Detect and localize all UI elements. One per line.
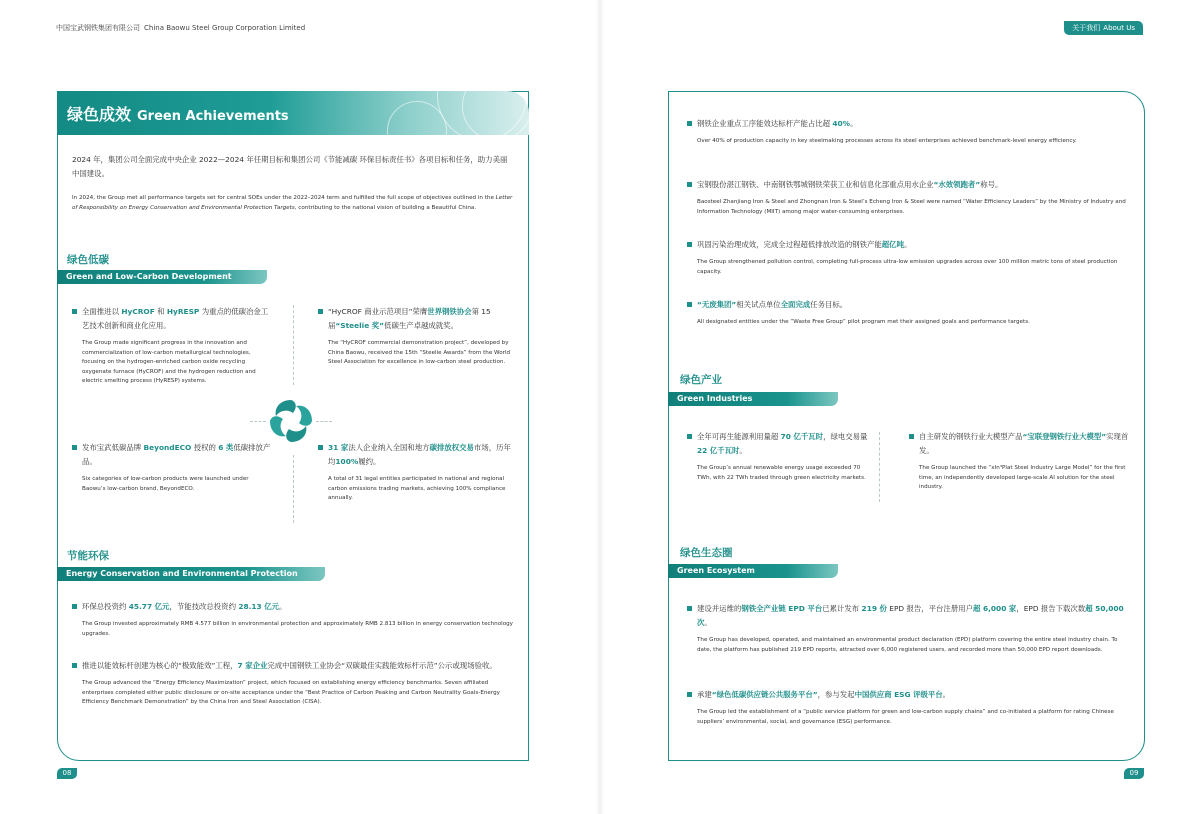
section-tab-en: About Us xyxy=(1103,24,1135,32)
highlight: HyRESP xyxy=(166,307,200,316)
running-title xyxy=(56,23,305,33)
item-heading xyxy=(919,430,1131,458)
list-item xyxy=(72,600,514,639)
highlight: 世界钢铁协会 xyxy=(427,307,472,316)
text: 。 xyxy=(850,119,858,128)
highlight: “绿色低碳供应链公共服务平台” xyxy=(711,690,818,699)
divider xyxy=(250,421,266,422)
text: 实现首发。 xyxy=(919,432,1129,455)
list-item xyxy=(687,688,1129,727)
text: 履约。 xyxy=(358,457,381,466)
list-item xyxy=(318,441,518,504)
text: 完成中国钢铁工业协会“双碳最佳实践能效标杆示范”公示或现场验收。 xyxy=(267,661,497,670)
list-item xyxy=(318,305,518,368)
square-bullet-icon xyxy=(687,692,692,697)
intro-en-text: In 2024, the Group met all performance targets set for central SOEs under the 2022–2024 term and fulfilled the full scope of objectives outlined in the xyxy=(72,195,496,201)
item-heading xyxy=(82,441,272,469)
section-heading-ecosystem-cn: 绿色生态圈 xyxy=(680,547,733,559)
highlight: 70 亿千瓦时 xyxy=(780,432,824,441)
list-item xyxy=(687,117,1129,147)
divider xyxy=(293,455,294,523)
highlight: 超 50,000 次 xyxy=(697,604,1124,627)
list-item xyxy=(687,430,872,483)
text: 。 xyxy=(942,690,951,699)
text: 承建 xyxy=(697,690,712,699)
highlight: 31 家 xyxy=(328,443,349,452)
section-heading-industries-cn: 绿色产业 xyxy=(680,374,722,386)
section-tab-cn: 关于我们 xyxy=(1072,24,1101,32)
text: “HyCROF 商业示范项目”荣膺 xyxy=(328,307,428,316)
square-bullet-icon xyxy=(72,604,77,609)
divider xyxy=(293,305,294,385)
item-body: The Group strengthened pollution control, completing full-process ultra-low emission upgrades across over 100 million metric tons of steel production capacity. xyxy=(697,259,1118,275)
item-heading xyxy=(328,305,518,333)
text: 。 xyxy=(739,446,747,455)
highlight: 28.13 亿元 xyxy=(238,602,280,611)
banner-decoration xyxy=(462,91,529,135)
highlight: “宝联登钢铁行业大模型” xyxy=(1022,432,1107,441)
section-tab xyxy=(1064,21,1143,35)
page-gutter xyxy=(596,0,604,814)
text: 任务目标。 xyxy=(810,300,848,309)
text: 为重点的低碳冶金工艺技术创新和商业化应用。 xyxy=(82,307,269,330)
text: 建设并运维的 xyxy=(697,604,742,613)
item-heading xyxy=(697,178,1129,192)
square-bullet-icon xyxy=(687,606,692,611)
highlight: 22 亿千瓦时 xyxy=(697,446,740,455)
list-item xyxy=(687,602,1129,655)
text: 环保总投资约 xyxy=(82,602,129,611)
section-heading-low-carbon-cn: 绿色低碳 xyxy=(67,254,109,266)
item-body: The Group launched the “xIn³Plat Steel Industry Large Model” for the first time, an independently developed large-scale AI solution for the steel industry. xyxy=(919,465,1126,490)
text: 钢铁企业重点工序能效达标杆产能占比超 xyxy=(697,119,833,128)
highlight: 中国供应商 ESG 评级平台 xyxy=(854,690,943,699)
page-number: 09 xyxy=(1124,768,1144,779)
list-item xyxy=(72,441,272,494)
item-body: The Group led the establishment of a “public service platform for green and low-carbon supply chains” and co-initiated a platform for rating Chinese suppliers’ environmental, social, and governance (ESG) performance. xyxy=(697,709,1114,725)
highlight: 碳排放权交易 xyxy=(429,443,474,452)
item-body: Over 40% of production capacity in key steelmaking processes across its steel enterprises achieved benchmark-level energy efficiency. xyxy=(697,138,1077,144)
highlight: 超亿吨 xyxy=(881,240,904,249)
list-item xyxy=(909,430,1131,493)
intro-en-text: , contributing to the national vision of building a Beautiful China. xyxy=(294,205,477,211)
item-heading xyxy=(697,602,1129,630)
divider xyxy=(879,432,880,502)
item-body: Baosteel Zhanjiang Iron & Steel and Zhongnan Iron & Steel’s Echeng Iron & Steel were named “Water Efficiency Leaders” by the Ministry of Industry and Information Technology (MIIT) among major water-consuming enterprises. xyxy=(697,199,1126,215)
section-heading-ecosystem-en: Green Ecosystem xyxy=(668,564,838,578)
square-bullet-icon xyxy=(72,663,77,668)
highlight: 7 家企业 xyxy=(237,661,268,670)
section-heading-low-carbon-en: Green and Low-Carbon Development xyxy=(57,270,267,284)
page-title xyxy=(67,102,289,125)
list-item xyxy=(72,305,272,387)
text: 自主研发的钢铁行业大模型产品 xyxy=(919,432,1023,441)
square-bullet-icon xyxy=(687,121,692,126)
item-body: The Group’s annual renewable energy usage exceeded 70 TWh, with 22 TWh traded through green electricity markets. xyxy=(697,465,866,481)
text: 低碳生产卓越成就奖。 xyxy=(384,321,458,330)
text: EPD 报告，平台注册用户 xyxy=(886,604,973,613)
text: 相关试点单位 xyxy=(736,300,781,309)
square-bullet-icon xyxy=(687,434,692,439)
section-heading-energy-en: Energy Conservation and Environmental Protection xyxy=(57,567,325,581)
item-body: The Group invested approximately RMB 4.577 billion in environmental protection and approximately RMB 2.813 billion in energy conservation technology upgrades. xyxy=(82,621,513,637)
item-heading xyxy=(697,430,872,458)
highlight: 45.77 亿元 xyxy=(128,602,170,611)
text: 已累计发布 xyxy=(822,604,862,613)
section-heading-industries-en: Green Industries xyxy=(668,392,838,406)
item-body: Six categories of low-carbon products were launched under Baowu’s low-carbon brand, BeyondECO. xyxy=(82,476,249,492)
square-bullet-icon xyxy=(909,434,914,439)
square-bullet-icon xyxy=(72,309,77,314)
square-bullet-icon xyxy=(318,309,323,314)
divider xyxy=(316,421,332,422)
highlight: “水效领跑者” xyxy=(933,180,981,189)
highlight: 6 类 xyxy=(218,443,234,452)
list-item xyxy=(687,238,1129,277)
list-item xyxy=(687,178,1129,217)
swirl-logo-icon xyxy=(266,396,316,446)
item-heading xyxy=(697,298,1129,312)
item-heading xyxy=(82,600,514,614)
text: 巩固污染治理成效，完成全过程超低排放改造的钢铁产能 xyxy=(697,240,882,249)
item-body: The “HyCROF commercial demonstration project”, developed by China Baowu, received the 15th “Steelie Awards” from the World Steel Association for excellence in low-carbon steel production. xyxy=(328,340,511,365)
item-heading xyxy=(697,117,1129,131)
text: 和 xyxy=(154,307,167,316)
square-bullet-icon xyxy=(318,445,323,450)
item-body: The Group has developed, operated, and maintained an environmental product declaration (EPD) platform covering the entire steel industry chain. To date, the platform has published 219 EPD reports, attracted over 6,000 registered users, and recorded more than 50,000 EPD report downloads. xyxy=(697,637,1118,653)
section-heading-energy-cn: 节能环保 xyxy=(67,550,109,562)
text: 授权的 xyxy=(191,443,219,452)
page-number: 08 xyxy=(57,768,77,779)
item-heading xyxy=(697,238,1129,252)
text: 第 15 届 xyxy=(328,307,491,330)
highlight: HyCROF xyxy=(121,307,155,316)
text: 低碳排放产品。 xyxy=(82,443,271,466)
item-heading xyxy=(697,688,1129,702)
company-name-en: China Baowu Steel Group Corporation Limited xyxy=(144,24,306,32)
highlight: 钢铁全产业链 EPD 平台 xyxy=(741,604,823,613)
item-heading xyxy=(82,659,514,673)
item-body: The Group advanced the “Energy Efficiency Maximization” project, which focused on establishing energy efficiency benchmarks. Seven affiliated enterprises completed either public disclosure or on-site acceptance under the “Best Practice of Carbon Peaking and Carbon Neutrality Goals-Energy Efficiency Benchmark Demonstration” by the China Iron and Steel Association (CISA). xyxy=(82,680,500,705)
text: 宝钢股份湛江钢铁、中南钢铁鄂城钢铁荣获工业和信息化部重点用水企业 xyxy=(697,180,934,189)
intro-cn: 2024 年，集团公司全面完成中央企业 2022—2024 年任期目标和集团公司《节能减碳 环保目标责任书》各项目标和任务，助力美丽中国建设。 xyxy=(72,155,508,178)
item-body: A total of 31 legal entities participated in national and regional carbon emissions trading markets, achieving 100% compliance annually. xyxy=(328,476,506,501)
square-bullet-icon xyxy=(687,182,692,187)
text: 称号。 xyxy=(980,180,1003,189)
item-body: All designated entities under the “Waste Free Group” pilot program met their assigned goals and performance targets. xyxy=(697,319,1030,325)
text: ，绿电交易量 xyxy=(823,432,868,441)
text: 。 xyxy=(903,240,912,249)
highlight: 全面完成 xyxy=(780,300,811,309)
square-bullet-icon xyxy=(687,302,692,307)
page-title-cn: 绿色成效 xyxy=(67,105,132,124)
item-heading xyxy=(82,305,272,333)
text: 法人企业纳入全国和地方 xyxy=(348,443,430,452)
highlight: “Steelie 奖” xyxy=(335,321,385,330)
list-item xyxy=(687,298,1129,328)
list-item xyxy=(72,659,514,708)
intro-en xyxy=(72,193,514,213)
text: ，参与发起 xyxy=(817,690,855,699)
text: 全年可再生能源利用量超 xyxy=(697,432,781,441)
text: 推进以能效标杆创建为核心的“极致能效”工程， xyxy=(82,661,238,670)
highlight: 100% xyxy=(335,457,359,466)
text: 市场，历年均 xyxy=(328,443,511,466)
highlight: BeyondECO xyxy=(143,443,192,452)
company-name-cn: 中国宝武钢铁集团有限公司 xyxy=(56,24,140,32)
text: 发布宝武低碳品牌 xyxy=(82,443,144,452)
highlight: 超 6,000 家 xyxy=(973,604,1017,613)
title-banner xyxy=(57,91,529,135)
item-body: The Group made significant progress in the innovation and commercialization of low-carbon metallurgical technologies, focusing on the hydrogen-enriched carbon oxide recycling oxygenate furnace (HyCROF) and the hydrogen reduction and electric smelting process (HyRESP) systems. xyxy=(82,340,256,384)
text: 全面推进以 xyxy=(82,307,122,316)
text: ，节能技改总投资约 xyxy=(169,602,239,611)
text: ，EPD 报告下载次数 xyxy=(1016,604,1086,613)
page-title-en: Green Achievements xyxy=(137,109,289,124)
highlight: 40% xyxy=(832,119,851,128)
square-bullet-icon xyxy=(72,445,77,450)
square-bullet-icon xyxy=(687,242,692,247)
highlight: 219 份 xyxy=(861,604,887,613)
intro-en-italic: Letter of Responsibility on Energy Conservation and Environmental Protection Targets xyxy=(72,195,513,211)
text: 。 xyxy=(704,618,712,627)
text: 。 xyxy=(279,602,287,611)
highlight: “无废集团” xyxy=(697,300,737,309)
item-heading xyxy=(328,441,518,469)
